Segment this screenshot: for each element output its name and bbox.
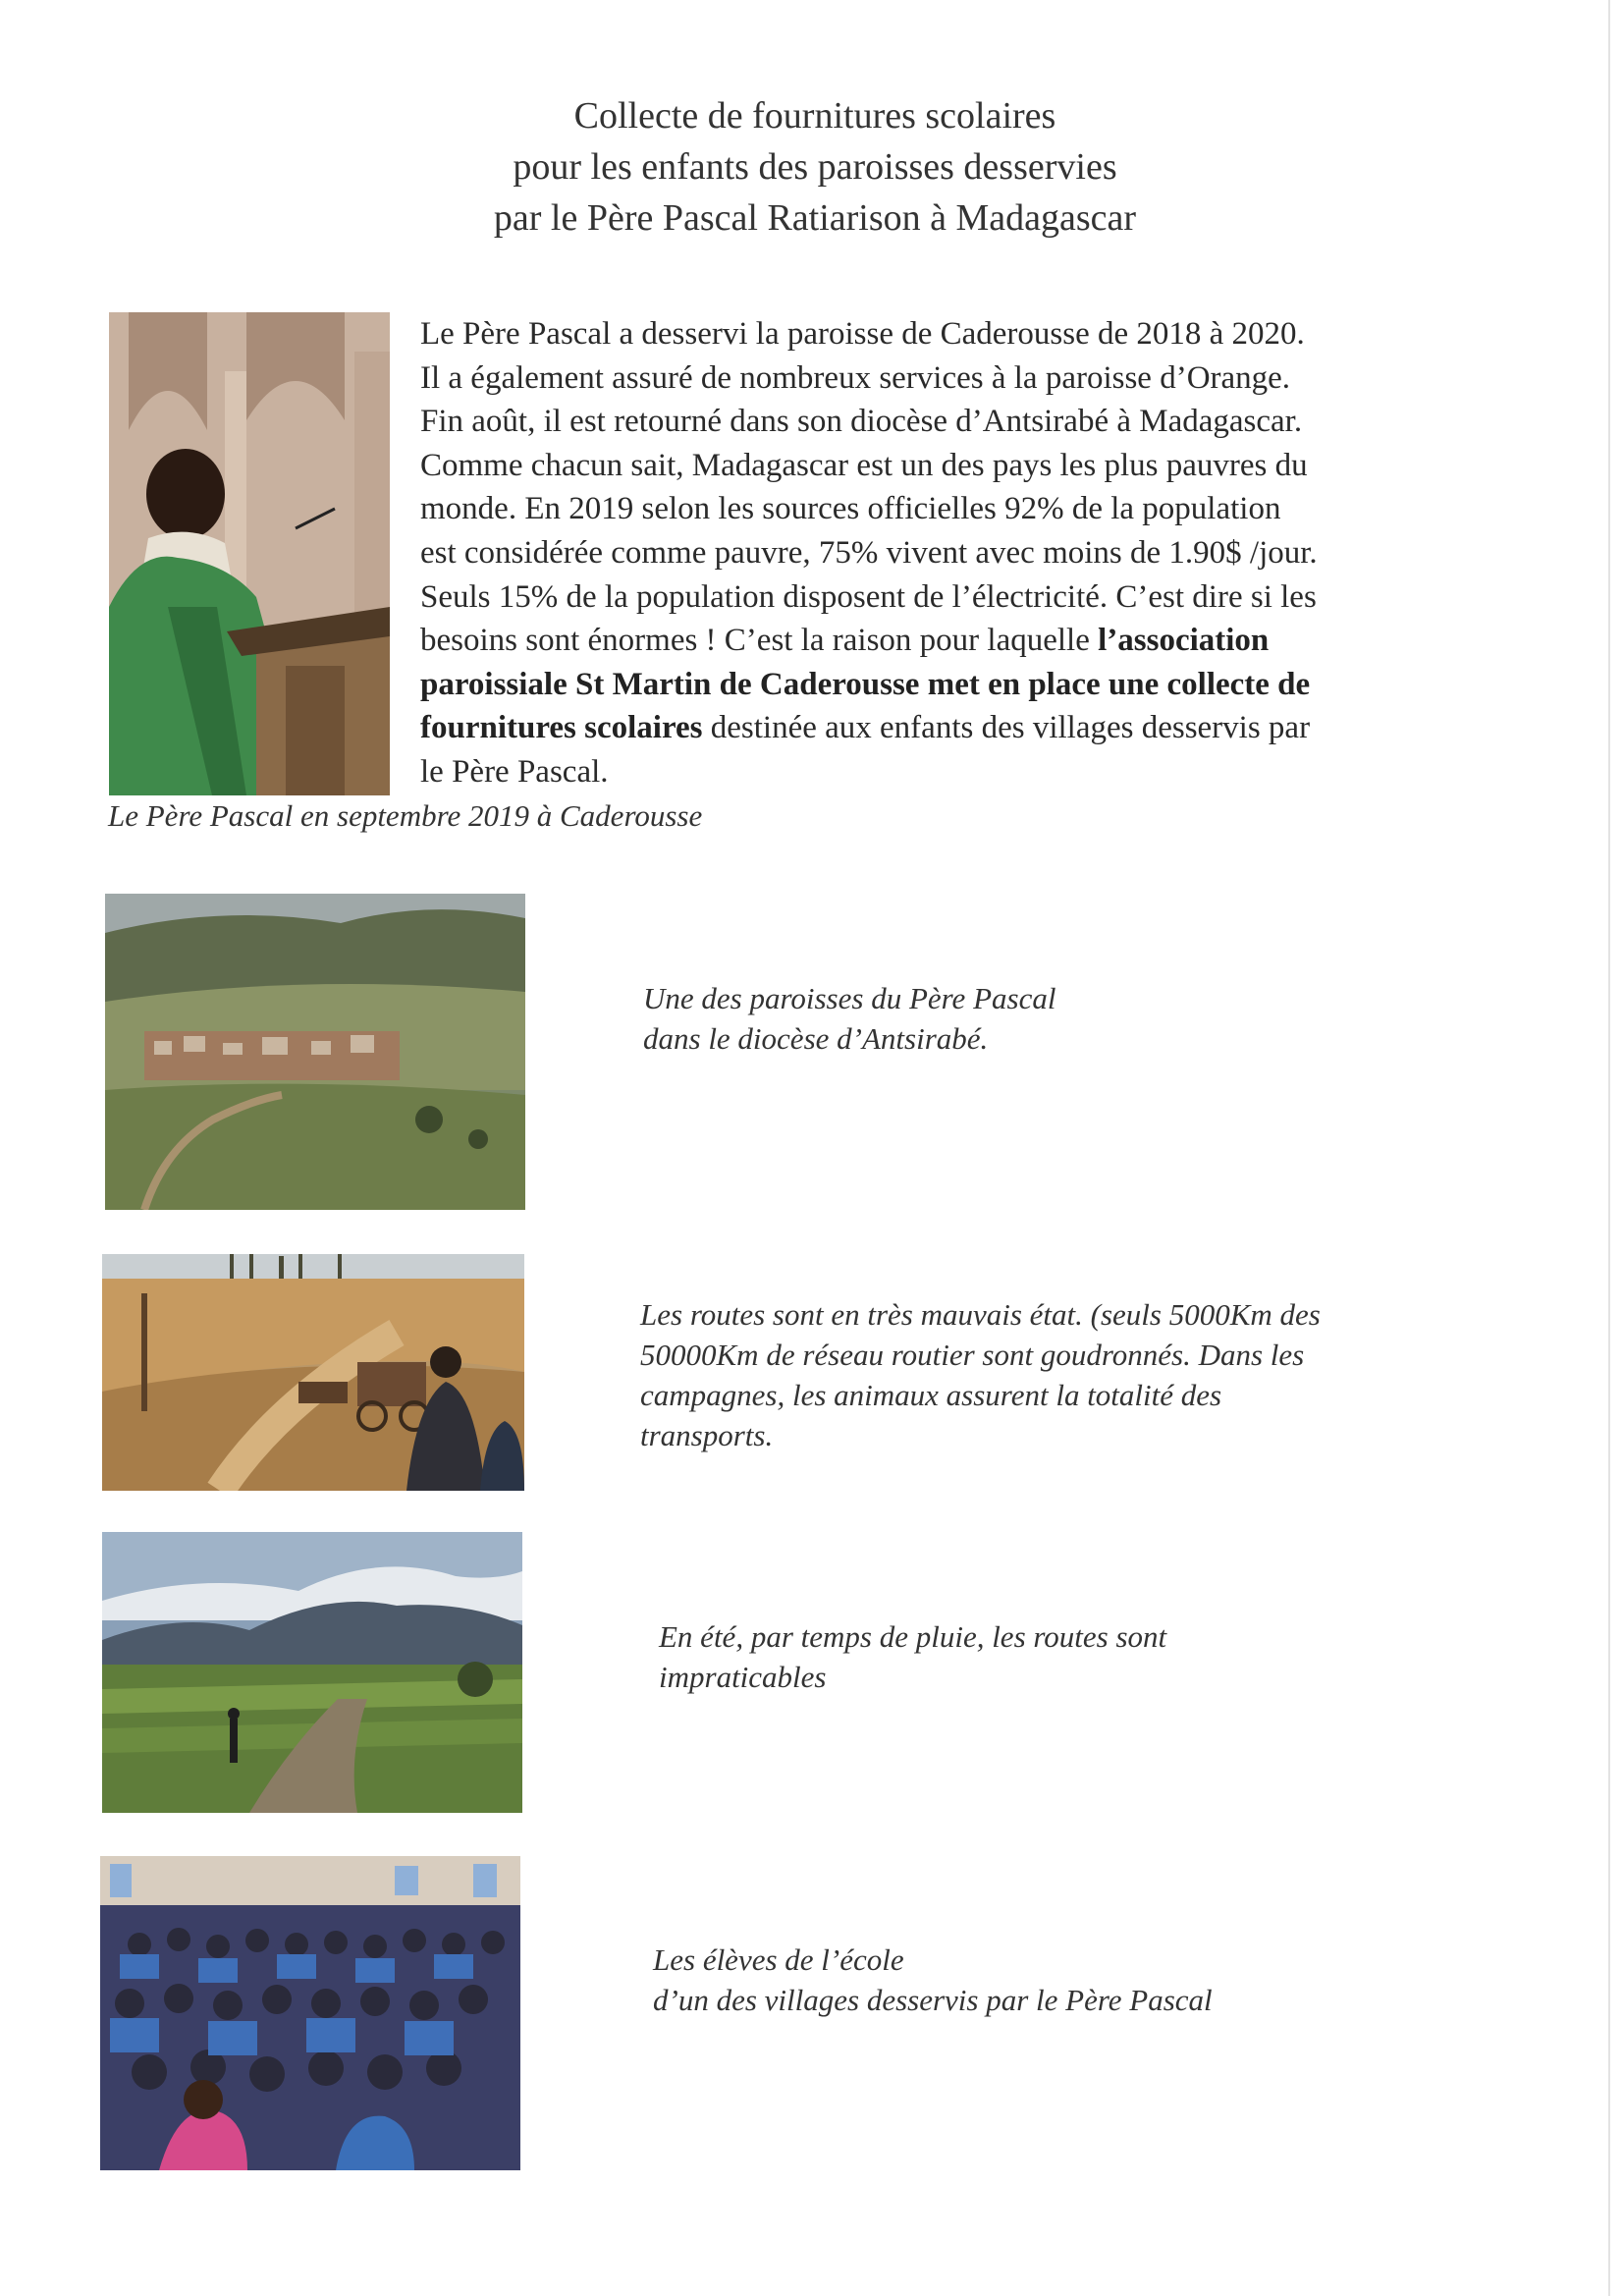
rain-caption <box>659 1616 1166 1697</box>
title-line-2: pour les enfants des paroisses desservies <box>513 146 1117 188</box>
pupils-caption-line-2: d’un des villages desservis par le Père Pascal <box>653 1983 1213 2017</box>
priest-photo-caption-text: Le Père Pascal en septembre 2019 à Caderousse <box>108 798 703 833</box>
parish-caption <box>643 978 1055 1059</box>
pupils-caption <box>653 1940 1213 2020</box>
rain-caption-line-1: En été, par temps de pluie, les routes sont <box>659 1619 1167 1654</box>
intro-line-5: monde. En 2019 selon les sources officielles 92% de la population <box>420 491 1281 527</box>
title-line-3: par le Père Pascal Ratiarison à Madagascar <box>493 197 1137 239</box>
roads-caption-line-3: campagnes, les animaux assurent la totalité des <box>640 1378 1222 1412</box>
parish-caption-line-1: Une des paroisses du Père Pascal <box>643 981 1056 1015</box>
scan-edge <box>1608 0 1610 2296</box>
oxcart-photo <box>102 1254 524 1491</box>
village-photo <box>105 894 525 1210</box>
intro-line-4: Comme chacun sait, Madagascar est un des pays les plus pauvres du <box>420 447 1308 483</box>
priest-photo-caption <box>108 795 702 836</box>
intro-line-9 <box>420 663 1471 707</box>
intro-line-6: est considérée comme pauvre, 75% vivent avec moins de 1.90$ /jour. <box>420 534 1318 571</box>
intro-line-10 <box>420 706 1471 750</box>
intro-line-9-bold: paroissiale St Martin de Caderousse met en place une collecte de <box>420 666 1311 702</box>
intro-line-10-bold: fournitures scolaires <box>420 710 703 746</box>
intro-line-10-text: destinée aux enfants des villages desservis par <box>702 710 1311 746</box>
intro-line-8-text: besoins sont énormes ! C’est la raison pour laquelle <box>420 623 1099 659</box>
roads-caption <box>640 1294 1321 1455</box>
intro-line-11: le Père Pascal. <box>420 753 609 790</box>
roads-caption-line-4: transports. <box>640 1418 774 1452</box>
document-title <box>373 90 1257 244</box>
pupils-caption-line-1: Les élèves de l’école <box>653 1942 904 1977</box>
parish-caption-line-2: dans le diocèse d’Antsirabé. <box>643 1021 989 1056</box>
intro-line-7: Seuls 15% de la population disposent de l’électricité. C’est dire si les <box>420 578 1317 615</box>
roads-caption-line-2: 50000Km de réseau routier sont goudronnés. Dans les <box>640 1338 1305 1372</box>
roads-caption-line-1: Les routes sont en très mauvais état. (seuls 5000Km des <box>640 1297 1321 1332</box>
intro-paragraph <box>420 312 1471 794</box>
intro-line-8 <box>420 619 1471 663</box>
intro-line-1: Le Père Pascal a desservi la paroisse de Caderousse de 2018 à 2020. <box>420 316 1305 352</box>
intro-line-8-bold: l’association <box>1098 623 1270 659</box>
pupils-photo <box>100 1856 520 2170</box>
intro-line-3: Fin août, il est retourné dans son diocèse d’Antsirabé à Madagascar. <box>420 404 1303 440</box>
priest-photo <box>109 312 390 795</box>
rainy-road-photo <box>102 1532 522 1813</box>
rain-caption-line-2: impraticables <box>659 1660 827 1694</box>
title-line-1: Collecte de fournitures scolaires <box>573 95 1056 137</box>
intro-line-2: Il a également assuré de nombreux services à la paroisse d’Orange. <box>420 359 1291 396</box>
